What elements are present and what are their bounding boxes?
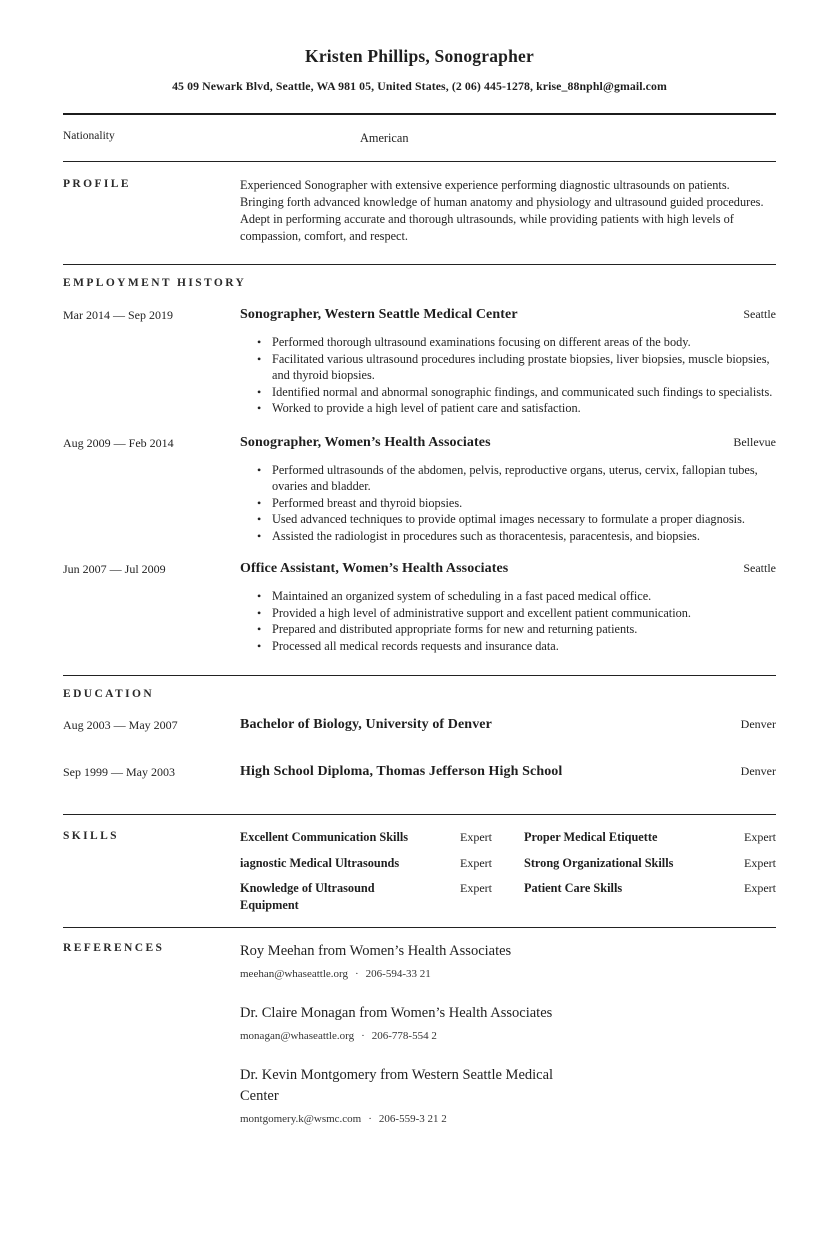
- job-location: Bellevue: [733, 434, 776, 449]
- skills-section: [63, 814, 776, 927]
- job-dates: Jun 2007 — Jul 2009: [63, 562, 166, 576]
- reference-phone: 206-559-3 21 2: [378, 1113, 447, 1125]
- job-bullet: • Performed thorough ultrasound examinations focusing on different areas of the body.: [240, 334, 776, 351]
- skill-name: Knowledge of Ultrasound Equipment: [240, 881, 375, 912]
- skill-level: Expert: [460, 830, 492, 844]
- reference-name: Roy Meehan from Women’s Health Associates: [240, 943, 512, 959]
- education-dates: Sep 1999 — May 2003: [63, 765, 175, 779]
- education-heading: EDUCATION: [63, 688, 155, 700]
- education-dates: Aug 2003 — May 2007: [63, 718, 178, 732]
- education-location: Denver: [740, 717, 776, 731]
- skills-heading: SKILLS: [63, 830, 119, 842]
- dot-separator: ·: [354, 968, 359, 980]
- nationality-value-cell: [240, 129, 776, 147]
- job-bullets: [240, 462, 776, 545]
- skill-item: [240, 880, 492, 913]
- references-heading: REFERENCES: [63, 942, 165, 954]
- job-dates: Mar 2014 — Sep 2019: [63, 308, 173, 322]
- education-entry: [63, 763, 776, 780]
- reference-email: meehan@whaseattle.org: [240, 968, 348, 980]
- skill-level: Expert: [460, 855, 492, 870]
- resume-page: [0, 46, 840, 1233]
- education-entry: [63, 716, 776, 733]
- reference-entry: [240, 1003, 776, 1043]
- reference-phone: 206-778-554 2: [371, 1030, 437, 1042]
- job-bullet: • Identified normal and abnormal sonographic findings, and communicated such findings to specialists.: [240, 384, 776, 401]
- job-bullet: • Maintained an organized system of scheduling in a fast paced medical office.: [240, 588, 776, 605]
- skill-item: [524, 829, 776, 846]
- employment-heading: EMPLOYMENT HISTORY: [63, 277, 247, 289]
- reference-name: Dr. Kevin Montgomery from Western Seattle Medical Center: [240, 1067, 554, 1104]
- skill-item: [240, 855, 492, 872]
- skill-name: Proper Medical Etiquette: [524, 830, 658, 844]
- job-bullet: • Facilitated various ultrasound procedures including prostate biopsies, liver biopsies, muscle biopsies, and thyroid biopsies.: [240, 351, 776, 384]
- job-dates: Aug 2009 — Feb 2014: [63, 435, 174, 450]
- contact-line: 45 09 Newark Blvd, Seattle, WA 981 05, United States, (2 06) 445-1278, krise_88nphl@gmail.com: [172, 79, 667, 93]
- job-entry: [63, 306, 776, 417]
- skill-name: Excellent Communication Skills: [240, 830, 409, 844]
- dot-separator: ·: [368, 1113, 372, 1125]
- job-bullet: • Assisted the radiologist in procedures such as thoracentesis, paracentesis, and biopsies.: [240, 528, 776, 545]
- reference-phone: 206-594-33 21: [365, 968, 431, 980]
- job-bullet: • Prepared and distributed appropriate forms for new and returning patients.: [240, 621, 776, 638]
- reference-entry: [240, 941, 776, 981]
- reference-entry: [240, 1065, 776, 1126]
- skill-level: Expert: [460, 881, 492, 895]
- job-bullet: • Performed breast and thyroid biopsies.: [240, 495, 776, 512]
- page-title: Kristen Phillips, Sonographer: [305, 46, 534, 66]
- reference-contact: [240, 1112, 776, 1126]
- profile-heading: PROFILE: [63, 178, 131, 190]
- skill-name: Strong Organizational Skills: [524, 855, 674, 870]
- job-bullet: • Processed all medical records requests and insurance data.: [240, 638, 776, 655]
- job-location: Seattle: [743, 307, 776, 321]
- job-title: Office Assistant, Women’s Health Associates: [240, 561, 509, 576]
- profile-section: [63, 161, 776, 264]
- references-section: [63, 927, 776, 1146]
- job-title: Sonographer, Western Seattle Medical Center: [240, 307, 518, 322]
- job-location: Seattle: [743, 561, 776, 575]
- job-bullets: [240, 334, 776, 417]
- skill-level: Expert: [744, 830, 776, 844]
- profile-text: Experienced Sonographer with extensive experience performing diagnostic ultrasounds on patients. Bringing forth advanced knowledge of human anatomy and physiology and ultrasound guided procedures. Adept in performing accurate and thorough ultrasounds, while providing patients with high levels of compassion, comfort, and respect.: [240, 178, 764, 243]
- education-title: Bachelor of Biology, University of Denver: [240, 717, 492, 732]
- job-bullet: • Used advanced techniques to provide optimal images necessary to formulate a proper diagnosis.: [240, 511, 776, 528]
- skill-item: [524, 855, 776, 872]
- education-section: [63, 675, 776, 814]
- job-bullets: [240, 588, 776, 654]
- reference-email: monagan@whaseattle.org: [240, 1030, 355, 1042]
- job-entry: [63, 560, 776, 654]
- reference-contact: [240, 967, 776, 981]
- reference-name: Dr. Claire Monagan from Women’s Health Associates: [240, 1005, 553, 1021]
- reference-email: montgomery.k@wsmc.com: [240, 1113, 362, 1125]
- education-title: High School Diploma, Thomas Jefferson High School: [240, 764, 563, 779]
- nationality-value: American: [360, 131, 409, 145]
- employment-section: [63, 264, 776, 675]
- job-entry: [63, 434, 776, 545]
- skill-name: iagnostic Medical Ultrasounds: [240, 855, 400, 870]
- dot-separator: ·: [361, 1030, 365, 1042]
- skill-name: Patient Care Skills: [524, 881, 623, 895]
- skill-level: Expert: [744, 855, 776, 870]
- education-location: Denver: [740, 764, 776, 778]
- skill-item: [524, 880, 776, 913]
- details-section: [63, 113, 776, 161]
- job-bullet: • Provided a high level of administrative support and excellent patient communication.: [240, 605, 776, 622]
- reference-contact: [240, 1029, 776, 1043]
- skills-grid: [240, 829, 776, 913]
- job-bullet: • Performed ultrasounds of the abdomen, pelvis, reproductive organs, uterus, cervix, fallopian tubes, ovaries and bladder.: [240, 462, 776, 495]
- nationality-label: Nationality: [63, 130, 115, 142]
- job-bullet: • Worked to provide a high level of patient care and satisfaction.: [240, 400, 776, 417]
- skill-item: [240, 829, 492, 846]
- job-title: Sonographer, Women’s Health Associates: [240, 434, 491, 450]
- skill-level: Expert: [744, 881, 776, 895]
